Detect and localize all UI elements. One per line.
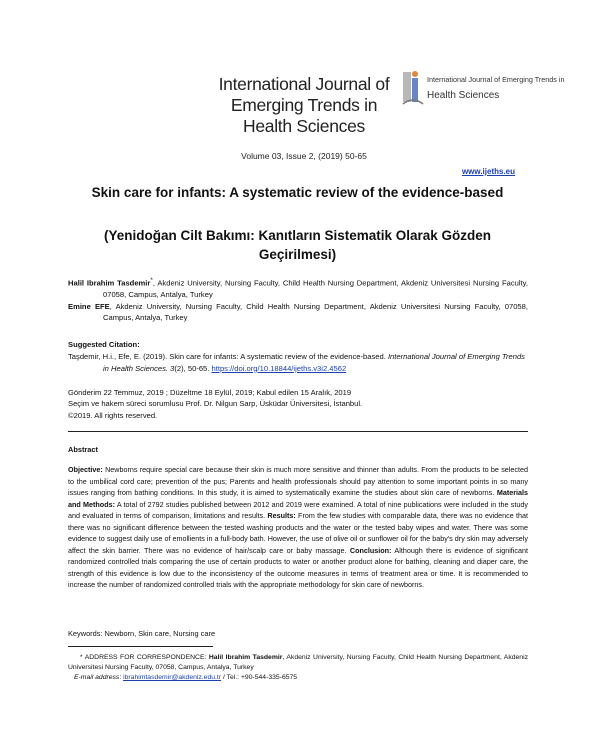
section-divider (68, 431, 528, 432)
article-title: Skin care for infants: A systematic review of the evidence-based (91, 185, 504, 200)
dates-line-3: ©2019. All rights reserved. (68, 410, 158, 420)
objective-label: Objective: (68, 465, 103, 474)
footnote-rule (68, 646, 213, 647)
email-link[interactable]: ibrahimtasdemir@akdeniz.edu.tr (123, 674, 222, 682)
author-2-name: Emine EFE (68, 301, 110, 311)
logo-text-line2: Health Sciences (427, 90, 500, 101)
conclusion-label: Conclusion: (349, 545, 392, 555)
author-2-affiliation: , Akdeniz University, Nursing Faculty, Child Health Nursing Department, Akdeniz Universitesi Nursing Faculty, 07058, Campus, Antalya, Turkey (103, 301, 528, 323)
author-1 (68, 275, 528, 301)
dates-line-2: Seçim ve hakem süreci sorumlusu Prof. Dr. Nilgun Sarp, Üsküdar Üniversitesi, İstanbul. (68, 399, 363, 409)
journal-logo (401, 68, 565, 110)
results-label: Results: (267, 511, 296, 520)
authors-block (68, 275, 528, 324)
author-1-mark: * (150, 277, 153, 284)
author-1-affiliation: , Akdeniz University, Nursing Faculty, Child Health Nursing Department, Akdeniz Universitesi Nursing Faculty, 07058, Campus, Antalya, Turkey (103, 278, 528, 300)
conclusion-text: Although there is evidence of significant randomized controlled trials comparing the use of certain products to water or another product alone for bathing, cleaning and diaper care, the strength of this evidence is low due to the inconsistency of the outcome measures in terms of treatment area or time. It is recommended to increase the number of randomized controlled trials with the appropriate methodology for skin care of newborns. (68, 545, 528, 589)
citation-issue: (2), 50-65. (174, 363, 212, 373)
dates-block (68, 387, 528, 421)
footnote-prefix: * ADDRESS FOR CORRESPONDENCE: (80, 654, 209, 661)
email-label: E-mail address (74, 674, 120, 682)
abstract-body (68, 464, 528, 591)
methods-text: A total of 2792 studies published between 2012 and 2019 were examined. A total of nine publications were included in the study and evaluated in terms of comparison, limitations and results. (68, 499, 528, 520)
objective-text: Newborns require special care because their skin is much more sensitive and thinner than adults. From the products to be selected to the umbilical cord care; prevention of the pus; Parents and health professionals should pay attention to some important points in so many issues ranging from bathing conditions. In this study, it is aimed to systematically examine the studies about skin care of newborns. (68, 465, 528, 497)
citation-journal: International Journal of Emerging Trends in Health Sciences. 3 (103, 352, 525, 373)
website-link[interactable]: www.ijeths.eu (461, 167, 515, 176)
footnote (68, 653, 528, 684)
email-separator: : (119, 674, 124, 682)
volume-info: Volume 03, Issue 2, (2019) 50-65 (241, 151, 367, 161)
footnote-name: Halil Ibrahim Tasdemir (208, 654, 283, 661)
dates-line-1: Gönderim 22 Temmuz, 2019 ; Düzeltme 18 Eylül, 2019; Kabul edilen 15 Aralık, 2019 (68, 388, 352, 397)
results-text: From the few studies with comparable data, there was no evidence that there was no significant difference between the tested washing products and the water or the tested baby wipes and water. There was some evidence to suggest daily use of emollients in a full-body bath. However, the use of olive oil or sunflower oil for the baby's dry skin may adversely affect the skin barrier. There was no evidence of hair/scalp care or baby massage. (68, 511, 528, 555)
abstract-heading: Abstract (68, 445, 98, 454)
turkish-title: (Yenidoğan Cilt Bakımı: Kanıtların Sistematik Olarak Gözden Geçirilmesi) (103, 228, 492, 262)
journal-title: International Journal of Emerging Trends in Health Sciences (218, 74, 390, 136)
methods-label: Materials and Methods: (68, 488, 528, 509)
author-1-name: Halil Ibrahim Tasdemir (68, 278, 151, 288)
suggested-citation (68, 351, 528, 374)
author-2 (68, 301, 528, 324)
logo-mark-icon (403, 71, 423, 104)
footnote-affiliation: , Akdeniz University, Nursing Faculty, Child Health Nursing Department, Akdeniz Universitesi Nursing Faculty, 07058, Campus, Antalya, Turkey (68, 654, 528, 672)
phone: / Tel.: +90-544-335-6575 (221, 674, 298, 682)
suggested-citation-heading: Suggested Citation: (68, 340, 140, 349)
citation-doi-link[interactable]: https://doi.org/10.18844/ijeths.v3i2.4562 (211, 363, 347, 373)
citation-text: Taşdemir, H.i., Efe, E. (2019). Skin care for infants: A systematic review of the evidence-based. (68, 352, 388, 361)
logo-text-line1: International Journal of Emerging Trends in (427, 75, 565, 84)
keywords: Keywords: Newborn, Skin care, Nursing care (68, 629, 216, 638)
